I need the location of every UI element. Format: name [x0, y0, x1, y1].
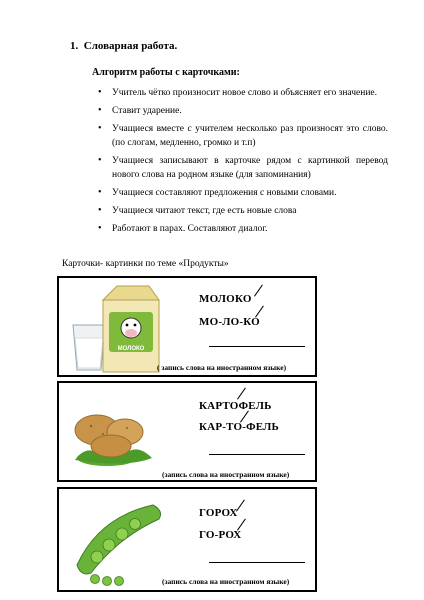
algorithm-heading: Алгоритм работы с карточками:	[92, 67, 240, 78]
card-word: КАРТОФЕЛЬ	[199, 400, 272, 412]
card-note: (запись слова на иностранном языке)	[162, 470, 290, 479]
pea-image	[69, 497, 189, 587]
algorithm-steps	[98, 86, 388, 240]
card-syllables: ГО-РОХ	[199, 529, 242, 541]
stress-mark	[237, 388, 246, 400]
card-milk	[57, 276, 317, 377]
card-syllables: МО-ЛО-КО	[199, 316, 260, 328]
carton-label: МОЛОКО	[117, 346, 145, 352]
answer-line	[209, 346, 305, 347]
list-item: • Учащиеся читают текст, где есть новые слова	[98, 204, 388, 218]
card-word: МОЛОКО	[199, 293, 252, 305]
card-note: (запись слова на иностранном языке)	[162, 577, 290, 586]
section-number: 1.	[70, 40, 79, 52]
answer-line	[209, 454, 305, 455]
card-syllables: КАР-ТО-ФЕЛЬ	[199, 421, 280, 433]
card-note: ( запись слова на иностранном языке)	[157, 363, 287, 372]
list-item: • Работают в парах. Составляют диалог.	[98, 222, 388, 236]
card-peas	[57, 487, 317, 592]
cards-caption: Карточки- картинки по теме «Продукты»	[62, 259, 229, 269]
milk-image	[63, 280, 173, 376]
list-item: • Учащиеся вместе с учителем несколько раз произносят это слово. (по слогам, медленно, громко и т.п)	[98, 122, 388, 150]
section-title: Словарная работа.	[83, 40, 178, 52]
list-item: • Учащиеся составляют предложения с новыми словами.	[98, 186, 388, 200]
card-word: ГОРОХ	[199, 507, 238, 519]
card-potato	[57, 381, 317, 482]
list-item: • Учащиеся записывают в карточке рядом с картинкой перевод нового слова на родном языке (для запоминания)	[98, 154, 388, 182]
answer-line	[209, 562, 305, 563]
carton-top	[103, 286, 159, 300]
list-item: • Ставит ударение.	[98, 104, 388, 118]
stress-mark	[254, 285, 263, 297]
list-item: • Учитель чётко произносит новое слово и объясняет его значение.	[98, 86, 388, 100]
potato-image	[67, 388, 177, 478]
section-heading	[70, 40, 177, 52]
